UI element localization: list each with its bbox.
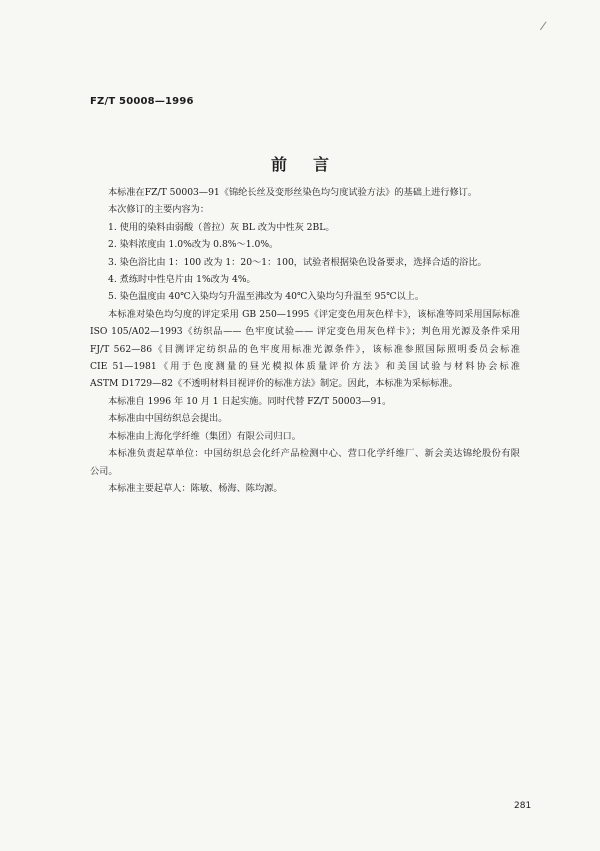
page-number: 281	[514, 801, 532, 811]
paragraph-drafting-units-line-1: 本标准负责起草单位：中国纺织总会化纤产品检测中心、营口化学纤维厂、新会美达锦纶股份有限	[108, 448, 520, 460]
paragraph-effective-date: 本标准自 1996 年 10 月 1 日起实施。同时代替 FZ/T 50003—91。	[108, 395, 392, 407]
list-item-3: 3. 染色浴比由 1：100 改为 1：20～1：100，试验者根据染色设备要求，选择合适的浴比。	[108, 256, 487, 268]
body-text	[90, 184, 520, 497]
scan-mark	[537, 20, 546, 30]
paragraph-revision-heading: 本次修订的主要内容为：	[108, 204, 210, 216]
paragraph-drafters: 本标准主要起草人：陈敏、杨海、陈均源。	[108, 482, 283, 494]
paragraph-evaluation-line-3: FJ/T 562—86《目测评定纺织品的色牢度用标准光源条件》，该标准参照国际照明委员会标准	[90, 343, 520, 355]
paragraph-drafting-units-line-2: 公司。	[90, 465, 118, 477]
list-item-5: 5. 染色温度由 40℃入染均匀升温至沸改为 40℃入染均匀升温至 95℃以上。	[108, 291, 425, 303]
page-title: 前言	[270, 155, 355, 174]
list-item-4: 4. 煮练时中性皂片由 1%改为 4%。	[108, 274, 256, 286]
standard-code: FZ/T 50008—1996	[90, 96, 194, 107]
paragraph-administered-by: 本标准由上海化学纤维（集团）有限公司归口。	[108, 430, 301, 442]
paragraph-evaluation-line-1: 本标准对染色均匀度的评定采用 GB 250—1995《评定变色用灰色样卡》，该标准等同采用国际标准	[108, 308, 520, 320]
paragraph-evaluation-line-2: ISO 105/A02—1993《纺织品—— 色牢度试验—— 评定变色用灰色样卡》；判色用光源及条件采用	[90, 326, 520, 338]
paragraph-proposed-by: 本标准由中国纺织总会提出。	[108, 413, 228, 425]
list-item-2: 2. 染料浓度由 1.0%改为 0.8%～1.0%。	[108, 239, 279, 251]
paragraph-evaluation-line-4: CIE 51—1981《用于色度测量的昼光模拟体质量评价方法》和美国试验与材料协会标准	[90, 361, 520, 373]
paragraph-intro: 本标准在FZ/T 50003—91《锦纶长丝及变形丝染色均匀度试验方法》的基础上进行修订。	[108, 187, 478, 198]
paragraph-evaluation-line-5: ASTM D1729—82《不透明材料目视评价的标准方法》制定。因此，本标准为采标标准。	[90, 378, 458, 390]
list-item-1: 1. 使用的染料由弱酸（普拉）灰 BL 改为中性灰 2BL。	[108, 221, 335, 233]
